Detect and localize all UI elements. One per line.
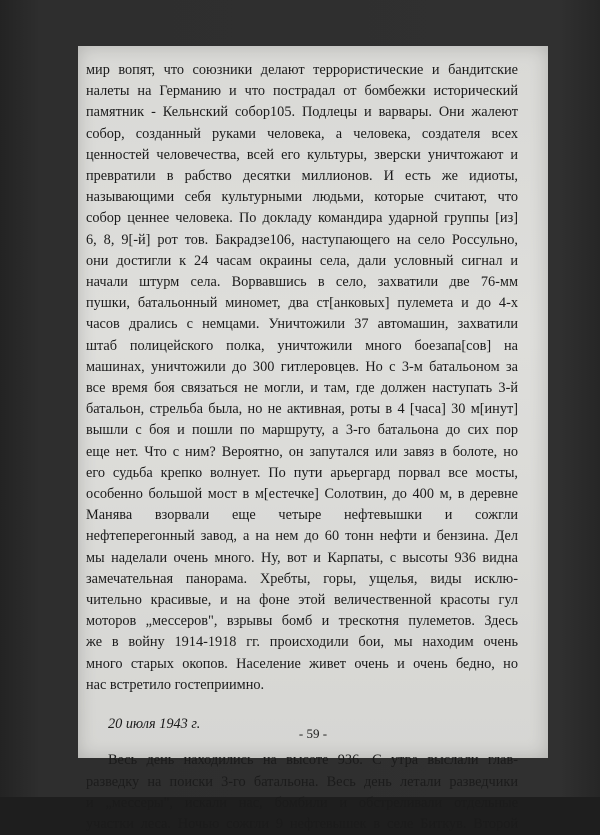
text-line: часов дрались с немцами. Уничтожили 37 автомашин, захватили bbox=[86, 316, 518, 333]
text-line: штаб полицейского полка, уничтожили много боезапа[сов] на bbox=[86, 337, 518, 354]
text-line: все время боя связаться не могли, и там, где должен наступать 3-й bbox=[86, 380, 518, 397]
text-line: мир вопят, что союзники делают террористические и бандитские bbox=[86, 62, 518, 78]
text-line: собор, созданный руками человека, а человека, создателя всех bbox=[86, 125, 518, 142]
text-line: превратили в рабство десятки миллионов. И есть же идиоты, bbox=[86, 168, 518, 185]
text-line: замечательная панорама. Хребты, горы, ущелья, виды исклю- bbox=[86, 570, 518, 587]
paragraph-2 bbox=[86, 750, 518, 835]
text-line: особенно большой мост в м[естечке] Солотвин, до 400 м, в деревне bbox=[86, 486, 518, 503]
text-line: батальон, стрельба была, но не активная, роты в 4 [часа] 30 м[инут] bbox=[86, 401, 518, 418]
text-line: и „мессеры", искали нас, бомбили и обстреливали отдельные bbox=[86, 794, 518, 811]
page-number: - 59 - bbox=[298, 726, 328, 741]
date-heading: 20 июля 1943 г. bbox=[108, 716, 201, 733]
text-line: налеты на Германию и что пострадал от бомбежки исторический bbox=[86, 83, 518, 100]
text-line: участки леса. Ночью сожгли 9 нефтевышек в селе Биткув. Второй bbox=[86, 815, 518, 832]
text-line: машинах, уничтожили до 300 гитлеровцев. Но с 3-м батальоном за bbox=[86, 358, 518, 375]
text-line: разведку на поиски 3-го батальона. Весь день летали разведчики bbox=[86, 773, 518, 790]
text-line: его судьба крепко волнует. По пути арьергард порвал все мосты, bbox=[86, 464, 518, 481]
page-body bbox=[86, 60, 518, 835]
text-line: еще нет. Что с ним? Вероятно, он запутался или завяз в болоте, но bbox=[86, 443, 518, 460]
paragraph-1 bbox=[86, 60, 518, 696]
text-line: мы наделали очень много. Ну, вот и Карпаты, с высоты 936 видна bbox=[86, 549, 518, 566]
text-line: вышли с боя и пошли по маршруту, а 3-го батальона до сих пор bbox=[86, 422, 518, 439]
text-line: Манява взорвали еще четыре нефтевышки и сожгли bbox=[86, 507, 518, 524]
text-line: ценностей человечества, всей его культуры, зверски уничтожают и bbox=[86, 146, 518, 163]
text-line: чительно красивые, и на фоне этой величественной красоты гул bbox=[86, 592, 518, 609]
text-line: начали штурм села. Ворвавшись в село, захватили две 76-мм bbox=[86, 274, 518, 291]
text-line: называющими себя культурными людьми, которые считают, что bbox=[86, 189, 518, 206]
text-line: нас встретило гостеприимно. bbox=[86, 676, 265, 693]
text-line: они достигли к 24 часам окраины села, дали условный сигнал и bbox=[86, 252, 518, 269]
book-page bbox=[78, 46, 548, 832]
text-line: памятник - Кельнский собор105. Подлецы и варвары. Они жалеют bbox=[86, 104, 518, 121]
text-line: много старых окопов. Население живет очень и очень бедно, но bbox=[86, 655, 518, 672]
text-line: моторов „мессеров", взрывы бомб и трескотня пулеметов. Здесь bbox=[86, 613, 518, 630]
text-line: нефтеперегонный завод, а на нем до 60 тонн нефти и бензина. Дел bbox=[86, 528, 518, 545]
text-line: Весь день находились на высоте 936. С утра выслали глав- bbox=[108, 752, 518, 769]
text-line: 6, 8, 9[-й] рот тов. Бакрадзе106, наступающего на село Россульно, bbox=[86, 231, 518, 248]
text-line: пушки, батальонный миномет, два ст[анковых] пулемета и до 4-х bbox=[86, 295, 518, 312]
text-line: собор ценнее человека. По докладу командира ударной группы [из] bbox=[86, 210, 518, 227]
text-line: же в войну 1914-1918 гг. происходили бои, мы находим очень bbox=[86, 634, 518, 651]
